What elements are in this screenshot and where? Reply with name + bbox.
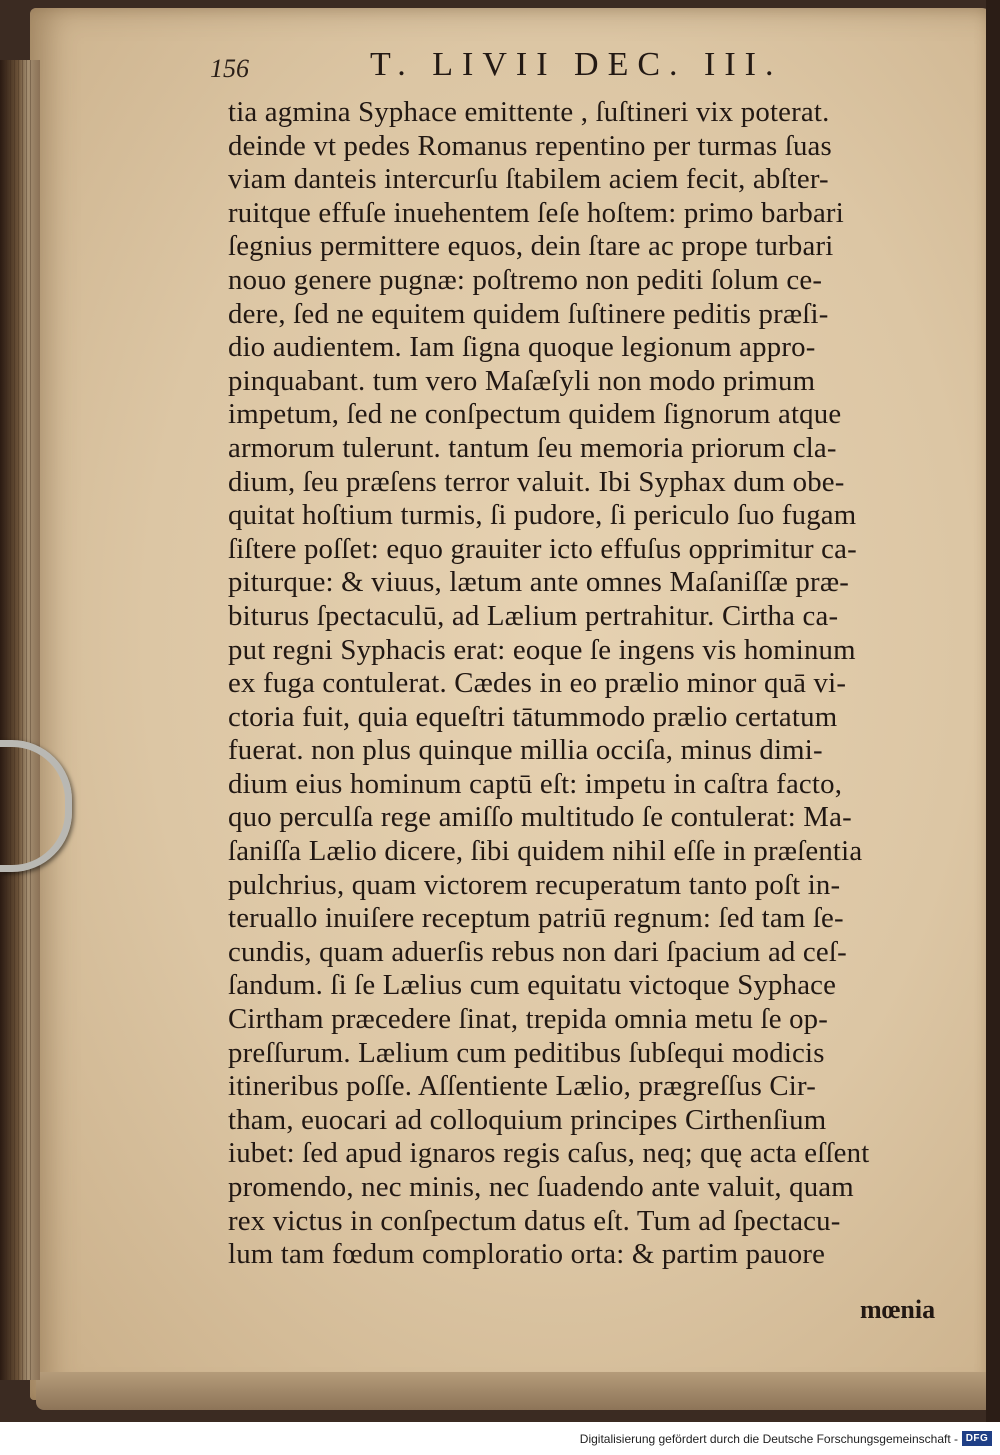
text-line: dium eius hominum captū eſt: impetu in caſtra facto, (228, 767, 843, 800)
footer-bar (0, 1422, 1000, 1455)
text-line: ſiſtere poſſet: equo grauiter icto effuſus opprimitur ca- (228, 532, 857, 565)
scan-right-border (986, 0, 1000, 1422)
page-bottom-edge (36, 1372, 996, 1410)
text-line: piturque: & viuus, lætum ante omnes Maſaniſſæ præ- (228, 566, 850, 599)
running-head-title: T. LIVII DEC. III. (370, 46, 783, 83)
text-line: ex fuga contulerat. Cædes in eo prælio minor quā vi- (228, 667, 847, 700)
text-line: put regni Syphacis erat: eoque ſe ingens vis hominum (228, 633, 856, 666)
catchword: mœnia (860, 1295, 936, 1324)
text-line: promendo, nec minis, nec ſuadendo ante valuit, quam (228, 1171, 854, 1203)
text-line: ſaniſſa Lælio dicere, ſibi quidem nihil eſſe in præſentia (228, 835, 863, 868)
text-line: pulchrius, quam victorem recuperatum tanto poſt in- (228, 868, 841, 901)
text-line: armorum tulerunt. tantum ſeu memoria priorum cla- (228, 431, 837, 464)
text-line: teruallo inuiſere receptum patriū regnum: ſed tam ſe- (228, 902, 844, 935)
text-line: ſandum. ſi ſe Lælius cum equitatu victoque Syphace (228, 969, 837, 1002)
text-line: ctoria fuit, quia equeſtri tātummodo prælio certatum (228, 700, 838, 733)
text-line: biturus ſpectaculū, ad Lælium pertrahitur. Cirtha ca- (228, 599, 839, 632)
main-text-block (228, 96, 968, 1272)
text-line: dio audientem. Iam ſigna quoque legionum appro- (228, 331, 816, 364)
text-line: fuerat. non plus quinque millia occiſa, minus dimi- (228, 734, 823, 767)
text-line: impetum, ſed ne conſpectum quidem ſignorum atque (228, 398, 842, 431)
text-line: rex victus in conſpectum datus eſt. Tum ad ſpectacu- (228, 1204, 841, 1237)
text-line: quitat hoſtium turmis, ſi pudore, ſi periculo ſuo fugam (228, 499, 857, 532)
text-line: iubet: ſed apud ignaros regis caſus, neq; quę acta eſſent (228, 1137, 870, 1170)
dfg-logo: DFG (962, 1431, 992, 1446)
text-line: quo perculſa rege amiſſo multitudo ſe contulerat: Ma- (228, 801, 852, 834)
text-line: cundis, quam aduerſis rebus non dari ſpacium ad ceſ- (228, 935, 847, 968)
text-line: ſegnius permittere equos, dein ſtare ac prope turbari (228, 230, 834, 263)
text-line: tham, euocari ad colloquium principes Cirthenſium (228, 1103, 827, 1136)
running-head (210, 40, 950, 83)
text-line: viam danteis intercurſu ſtabilem aciem fecit, abſter- (228, 163, 829, 196)
text-line: tia agmina Syphace emittente , ſuſtineri vix poterat. (228, 96, 830, 128)
text-line: Cirtham præcedere ſinat, trepida omnia metu ſe op- (228, 1003, 829, 1036)
text-line: lum tam fœdum comploratio orta: & partim pauore (228, 1238, 826, 1271)
text-line: itineribus poſſe. Aſſentiente Lælio, prægreſſus Cir- (228, 1070, 817, 1103)
text-line: ruitque effuſe inuehentem ſeſe hoſtem: primo barbari (228, 196, 844, 229)
text-line: dere, ſed ne equitem quidem ſuſtinere peditis præſi- (228, 297, 829, 330)
text-line: preſſurum. Lælium cum peditibus ſubſequi modicis (228, 1036, 825, 1069)
page-edge-lines (6, 60, 34, 1380)
digitization-note: Digitalisierung gefördert durch die Deutsche Forschungsgemeinschaft - (579, 1432, 958, 1446)
text-line: nouo genere pugnæ: poſtremo non pediti ſolum ce- (228, 263, 823, 296)
page-number: 156 (210, 54, 249, 83)
book-fore-edge (0, 60, 40, 1380)
text-line: dium, ſeu præſens terror valuit. Ibi Syphax dum obe- (228, 465, 845, 498)
text-line: pinquabant. tum vero Maſæſyli non modo primum (228, 364, 816, 397)
text-line: deinde vt pedes Romanus repentino per turmas ſuas (228, 129, 832, 162)
